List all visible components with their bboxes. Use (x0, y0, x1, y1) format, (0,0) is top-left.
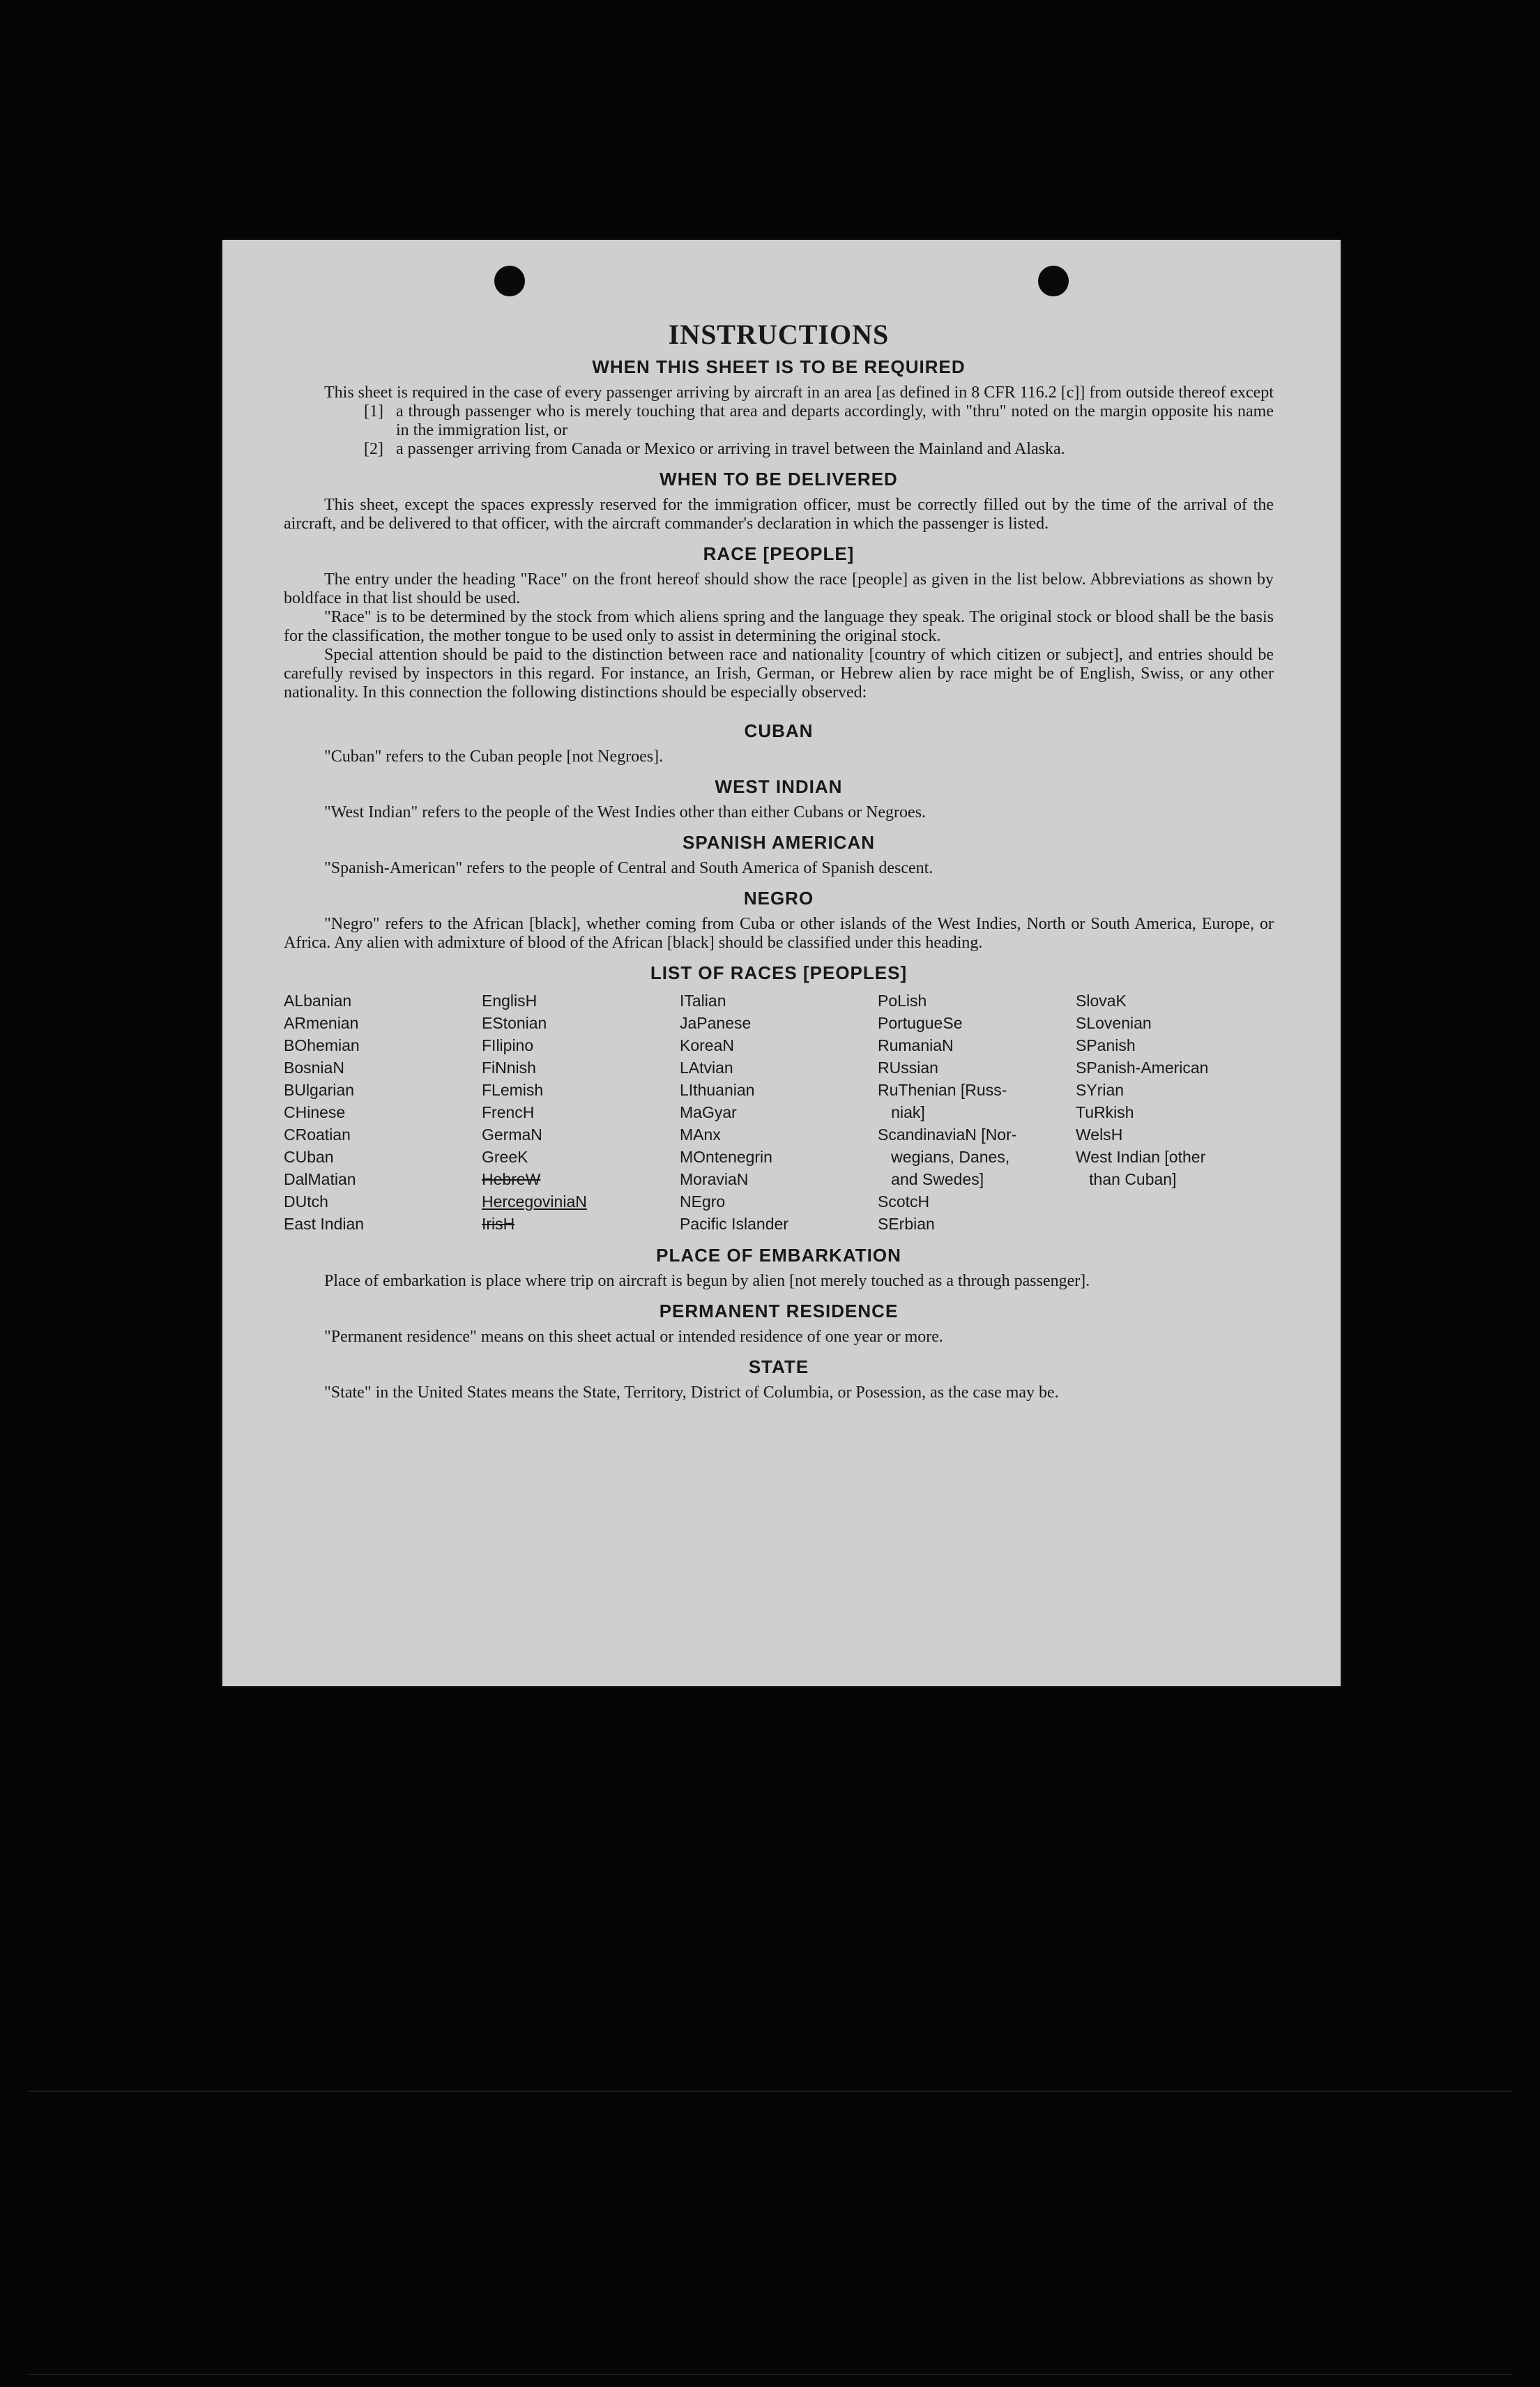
races-column-4 (878, 990, 1076, 1235)
heading-residence: PERMANENT RESIDENCE (659, 1301, 899, 1321)
race-entry: EStonian (482, 1014, 547, 1032)
item-number: [2] (364, 440, 383, 458)
race-entry: EnglisH (482, 992, 538, 1010)
item-text: a passenger arriving from Canada or Mexico or arriving in travel between the Mainland and Alaska. (396, 440, 1065, 458)
race-entry: SPanish (1076, 1036, 1136, 1054)
race-entry: PoLish (878, 992, 927, 1010)
race-entry: MAnx (680, 1126, 721, 1144)
race-entry: DUtch (284, 1192, 328, 1211)
exception-item-1 (284, 402, 1274, 440)
race-entry: and Swedes] (878, 1170, 984, 1188)
race-entry: RumaniaN (878, 1036, 954, 1054)
race-entry: NEgro (680, 1192, 726, 1211)
race-entry: FrencH (482, 1103, 535, 1121)
races-column-2 (482, 990, 680, 1235)
punch-hole (1038, 266, 1069, 296)
film-edge-line (28, 2374, 1512, 2375)
race-entry: LIthuanian (680, 1081, 755, 1099)
race-entry: SErbian (878, 1215, 935, 1233)
race-paragraph-2: "Race" is to be determined by the stock from which aliens spring and the language they speak. The original stock or blood shall be the basis for the classification, the mother tongue to be used only to assist in determining the original stock. (284, 608, 1274, 645)
punch-hole (494, 266, 525, 296)
heading-negro: NEGRO (743, 888, 814, 909)
race-entry: CRoatian (284, 1126, 351, 1144)
item-number: [1] (364, 402, 383, 420)
races-column-5 (1076, 990, 1274, 1235)
race-entry: BUlgarian (284, 1081, 354, 1099)
race-entry: MOntenegrin (680, 1148, 772, 1166)
spanish-american-text: "Spanish-American" refers to the people of Central and South America of Spanish descent. (324, 859, 933, 877)
race-entry: CHinese (284, 1103, 346, 1121)
heading-delivered: WHEN TO BE DELIVERED (660, 469, 898, 490)
document-page (222, 240, 1341, 1686)
race-entry: BOhemian (284, 1036, 360, 1054)
heading-west-indian: WEST INDIAN (715, 776, 843, 797)
race-entry: SlovaK (1076, 992, 1127, 1010)
race-paragraph-3: Special attention should be paid to the distinction between race and nationality [country of which citizen or subject], and entries should be carefully revised by inspectors in this regard. For instance, an Irish, German, or Hebrew alien by race might be of English, Swiss, or any other nationality. In this connection the following distinctions should be especially observed: (284, 646, 1274, 702)
required-intro: This sheet is required in the case of every passenger arriving by aircraft in an area [as defined in 8 CFR 116.2 [c]] from outside thereof except (324, 384, 1274, 402)
west-indian-text: "West Indian" refers to the people of the West Indies other than either Cubans or Negroes. (324, 803, 927, 821)
race-entry: BosniaN (284, 1059, 344, 1077)
state-text: "State" in the United States means the State, Territory, District of Columbia, or Posession, as the case may be. (324, 1384, 1059, 1402)
race-entry: ALbanian (284, 992, 352, 1010)
race-entry: West Indian [other (1076, 1148, 1206, 1166)
race-entry: ScotcH (878, 1192, 930, 1211)
race-entry: ScandinaviaN [Nor- (878, 1126, 1017, 1144)
race-entry: KoreaN (680, 1036, 734, 1054)
race-entry: ARmenian (284, 1014, 359, 1032)
heading-races-list: LIST OF RACES [PEOPLES] (650, 962, 908, 983)
race-entry-struck: HebreW (482, 1170, 541, 1188)
negro-text: "Negro" refers to the African [black], whether coming from Cuba or other islands of the West Indies, North or South America, Europe, or Africa. Any alien with admixture of blood of the African [black] should be classified under this heading. (284, 915, 1274, 952)
race-entry: LAtvian (680, 1059, 733, 1077)
race-entry: MoraviaN (680, 1170, 749, 1188)
residence-text: "Permanent residence" means on this sheet actual or intended residence of one year or more. (324, 1328, 943, 1346)
race-entry: JaPanese (680, 1014, 752, 1032)
race-entry: Pacific Islander (680, 1215, 788, 1233)
race-entry-struck: IrisH (482, 1215, 515, 1233)
cuban-text: "Cuban" refers to the Cuban people [not Negroes]. (324, 748, 664, 766)
race-entry: niak] (878, 1103, 925, 1121)
race-entry: RUssian (878, 1059, 938, 1077)
race-entry: RuThenian [Russ- (878, 1081, 1007, 1099)
races-list (284, 990, 1274, 1235)
races-column-1 (284, 990, 482, 1235)
race-entry: MaGyar (680, 1103, 737, 1121)
race-paragraph-1: The entry under the heading "Race" on the front hereof should show the race [people] as given in the list below. Abbreviations as shown by boldface in that list should be used. (284, 570, 1274, 607)
race-entry: SPanish-American (1076, 1059, 1209, 1077)
race-entry: FIlipino (482, 1036, 534, 1054)
heading-spanish-american: SPANISH AMERICAN (682, 832, 875, 853)
race-entry: wegians, Danes, (878, 1148, 1010, 1166)
heading-embarkation: PLACE OF EMBARKATION (656, 1245, 901, 1266)
races-column-3 (680, 990, 878, 1235)
race-entry: PortugueSe (878, 1014, 963, 1032)
heading-cuban: CUBAN (744, 720, 814, 741)
item-text: a through passenger who is merely touching that area and departs accordingly, with "thru" noted on the margin opposite his name in the immigration list, or (396, 402, 1274, 439)
race-entry: SYrian (1076, 1081, 1124, 1099)
exception-item-2 (284, 440, 1274, 459)
embarkation-text: Place of embarkation is place where trip on aircraft is begun by alien [not merely touched as a through passenger]. (324, 1272, 1090, 1290)
race-entry: CUban (284, 1148, 334, 1166)
race-entry: SLovenian (1076, 1014, 1152, 1032)
heading-race: RACE [PEOPLE] (703, 543, 855, 564)
race-entry: TuRkish (1076, 1103, 1134, 1121)
race-entry: FLemish (482, 1081, 544, 1099)
race-entry: WelsH (1076, 1126, 1123, 1144)
instructions-content (284, 318, 1274, 1402)
race-entry: DalMatian (284, 1170, 356, 1188)
race-entry: FiNnish (482, 1059, 536, 1077)
page-title: INSTRUCTIONS (668, 319, 890, 350)
film-edge-line (28, 2091, 1512, 2092)
race-entry: East Indian (284, 1215, 365, 1233)
race-entry: GermaN (482, 1126, 542, 1144)
race-entry: ITalian (680, 992, 726, 1010)
race-entry-underlined: HercegoviniaN (482, 1192, 587, 1211)
heading-state: STATE (748, 1356, 809, 1377)
heading-required: WHEN THIS SHEET IS TO BE REQUIRED (592, 356, 966, 377)
race-entry: GreeK (482, 1148, 528, 1166)
delivered-text: This sheet, except the spaces expressly reserved for the immigration officer, must be correctly filled out by the time of the arrival of the aircraft, and be delivered to that officer, with the aircraft commander's declaration in which the passenger is listed. (284, 496, 1274, 533)
race-entry: than Cuban] (1076, 1170, 1177, 1188)
